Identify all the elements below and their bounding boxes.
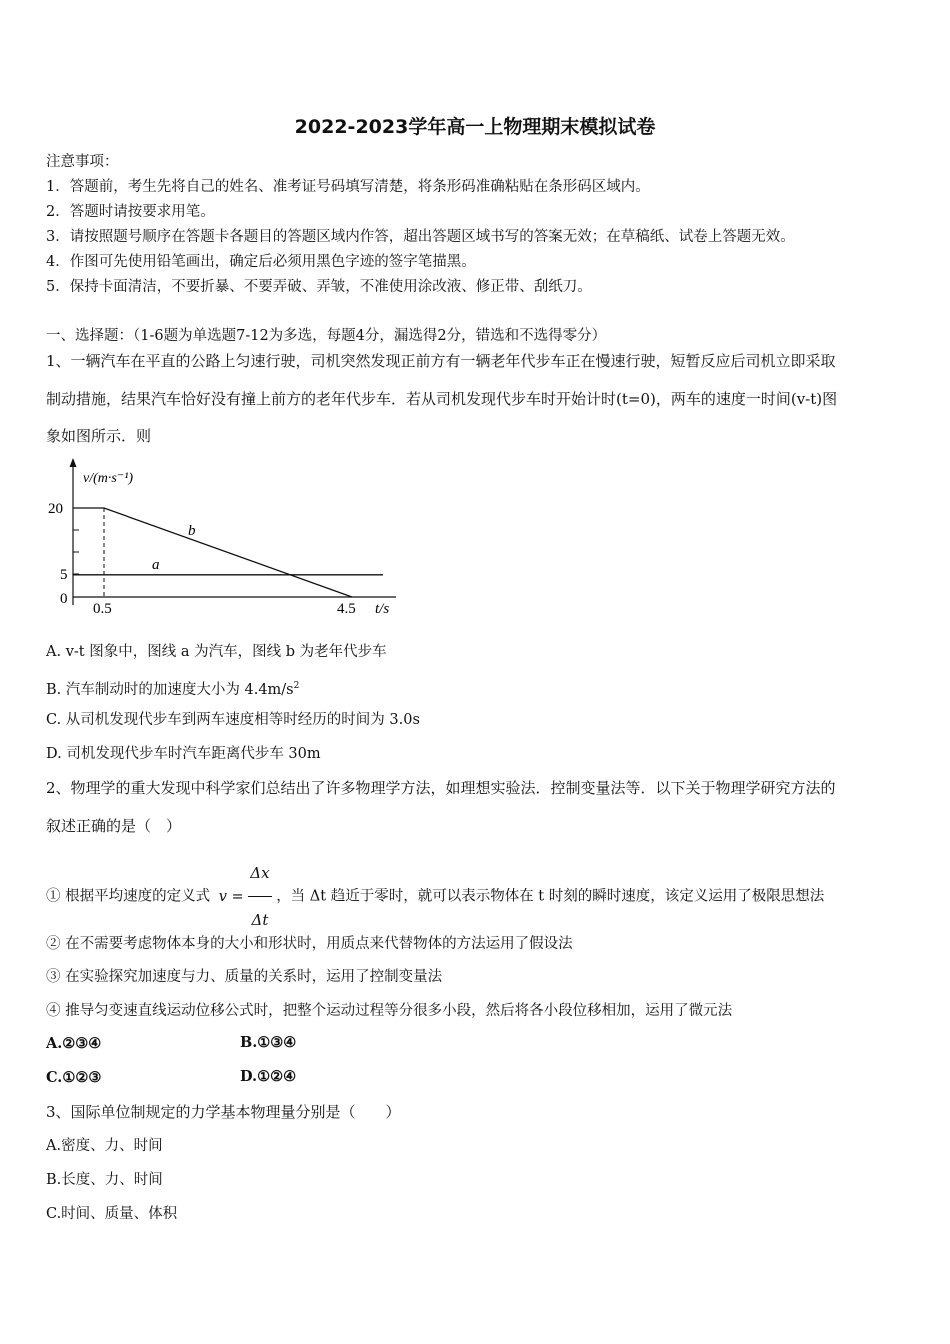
q1-stem-line1: 1、一辆汽车在平直的公路上匀速行驶，司机突然发现正前方有一辆老年代步车正在慢速行驶，短暂反应后司机立即采取 bbox=[46, 352, 836, 370]
notice-item-4: 4．作图可先使用铅笔画出，确定后必须用黑色字迹的签字笔描黑。 bbox=[46, 254, 476, 270]
q1-option-b[interactable] bbox=[46, 676, 299, 700]
line-b bbox=[73, 508, 352, 597]
section-heading: 一、选择题：（1-6题为单选题7-12为多选，每题4分，漏选得2分，错选和不选得零分） bbox=[46, 328, 607, 344]
q2-item-1 bbox=[46, 850, 824, 943]
x-tick-label-4.5: 4.5 bbox=[337, 601, 356, 617]
vt-graph bbox=[40, 455, 440, 625]
x-axis-label: t/s bbox=[375, 601, 390, 617]
q1-option-d[interactable]: D. 司机发现代步车时汽车距离代步车 30m bbox=[46, 746, 321, 762]
y-tick-label-5: 5 bbox=[60, 567, 68, 583]
q3-option-c[interactable]: C.时间、质量、体积 bbox=[46, 1206, 178, 1222]
q2-item-1-pre: ① 根据平均速度的定义式 bbox=[46, 888, 211, 905]
q2-stem-line1: 2、物理学的重大发现中科学家们总结出了许多物理学方法，如理想实验法．控制变量法等．以下关于物理学研究方法的 bbox=[46, 779, 836, 797]
q2-formula-v: v = bbox=[218, 888, 244, 905]
exam-title: 2022-2023学年高一上物理期末模拟试卷 bbox=[294, 116, 656, 138]
q2-option-b[interactable]: B.①③④ bbox=[240, 1034, 297, 1051]
line-a-label: a bbox=[152, 557, 160, 573]
q2-formula-numerator: Δx bbox=[248, 850, 271, 897]
y-tick-label-20: 20 bbox=[48, 501, 63, 517]
q2-formula-denominator: Δt bbox=[251, 911, 269, 929]
q2-item-1-post: ，当 Δt 趋近于零时，就可以表示物体在 t 时刻的瞬时速度，该定义运用了极限思想法 bbox=[276, 888, 825, 905]
q2-item-2: ② 在不需要考虑物体本身的大小和形状时，用质点来代替物体的方法运用了假设法 bbox=[46, 936, 573, 952]
notice-item-3: 3．请按照题号顺序在答题卡各题目的答题区域内作答，超出答题区域书写的答案无效；在草稿纸、试卷上答题无效。 bbox=[46, 229, 795, 245]
q3-option-a[interactable]: A.密度、力、时间 bbox=[46, 1138, 163, 1154]
notice-item-5: 5．保持卡面清洁，不要折暴、不要弄破、弄皱，不准使用涂改液、修正带、刮纸刀。 bbox=[46, 279, 592, 295]
notice-item-1: 1．答题前，考生先将自己的姓名、准考证号码填写清楚，将条形码准确粘贴在条形码区域内。 bbox=[46, 179, 650, 195]
y-axis-arrow bbox=[70, 458, 77, 467]
q2-option-a[interactable]: A.②③④ bbox=[46, 1035, 102, 1052]
y-tick-label-0: 0 bbox=[60, 591, 68, 607]
q1-option-a[interactable]: A. v-t 图象中，图线 a 为汽车，图线 b 为老年代步车 bbox=[46, 644, 387, 660]
q1-stem-line3: 象如图所示．则 bbox=[46, 427, 152, 445]
x-tick-label-0.5: 0.5 bbox=[93, 601, 112, 617]
q2-item-4: ④ 推导匀变速直线运动位移公式时，把整个运动过程等分很多小段，然后将各小段位移相加，运用了微元法 bbox=[46, 1003, 733, 1019]
notice-item-2: 2．答题时请按要求用笔。 bbox=[46, 204, 215, 220]
line-b-label: b bbox=[188, 523, 196, 539]
q1-option-c[interactable]: C. 从司机发现代步车到两车速度相等时经历的时间为 3.0s bbox=[46, 712, 420, 728]
q2-stem-line2: 叙述正确的是（ ） bbox=[46, 817, 182, 835]
q2-item-3: ③ 在实验探究加速度与力、质量的关系时，运用了控制变量法 bbox=[46, 969, 443, 985]
q1-stem-line2: 制动措施，结果汽车恰好没有撞上前方的老年代步车．若从司机发现代步车时开始计时(t=0)，两车的速度一时间(v-t)图 bbox=[46, 390, 838, 408]
q3-option-b[interactable]: B.长度、力、时间 bbox=[46, 1172, 163, 1188]
q2-option-d[interactable]: D.①②④ bbox=[240, 1068, 297, 1085]
q1-option-b-sup: 2 bbox=[293, 681, 300, 691]
notice-heading: 注意事项： bbox=[46, 154, 119, 170]
q3-stem: 3、国际单位制规定的力学基本物理量分别是（ ） bbox=[46, 1103, 401, 1121]
q1-option-b-text: B. 汽车制动时的加速度大小为 4.4m/s bbox=[46, 681, 294, 698]
q2-option-c[interactable]: C.①②③ bbox=[46, 1069, 102, 1086]
y-axis-label: v/(m·s⁻¹) bbox=[83, 471, 134, 486]
q2-formula-fraction bbox=[248, 850, 271, 943]
